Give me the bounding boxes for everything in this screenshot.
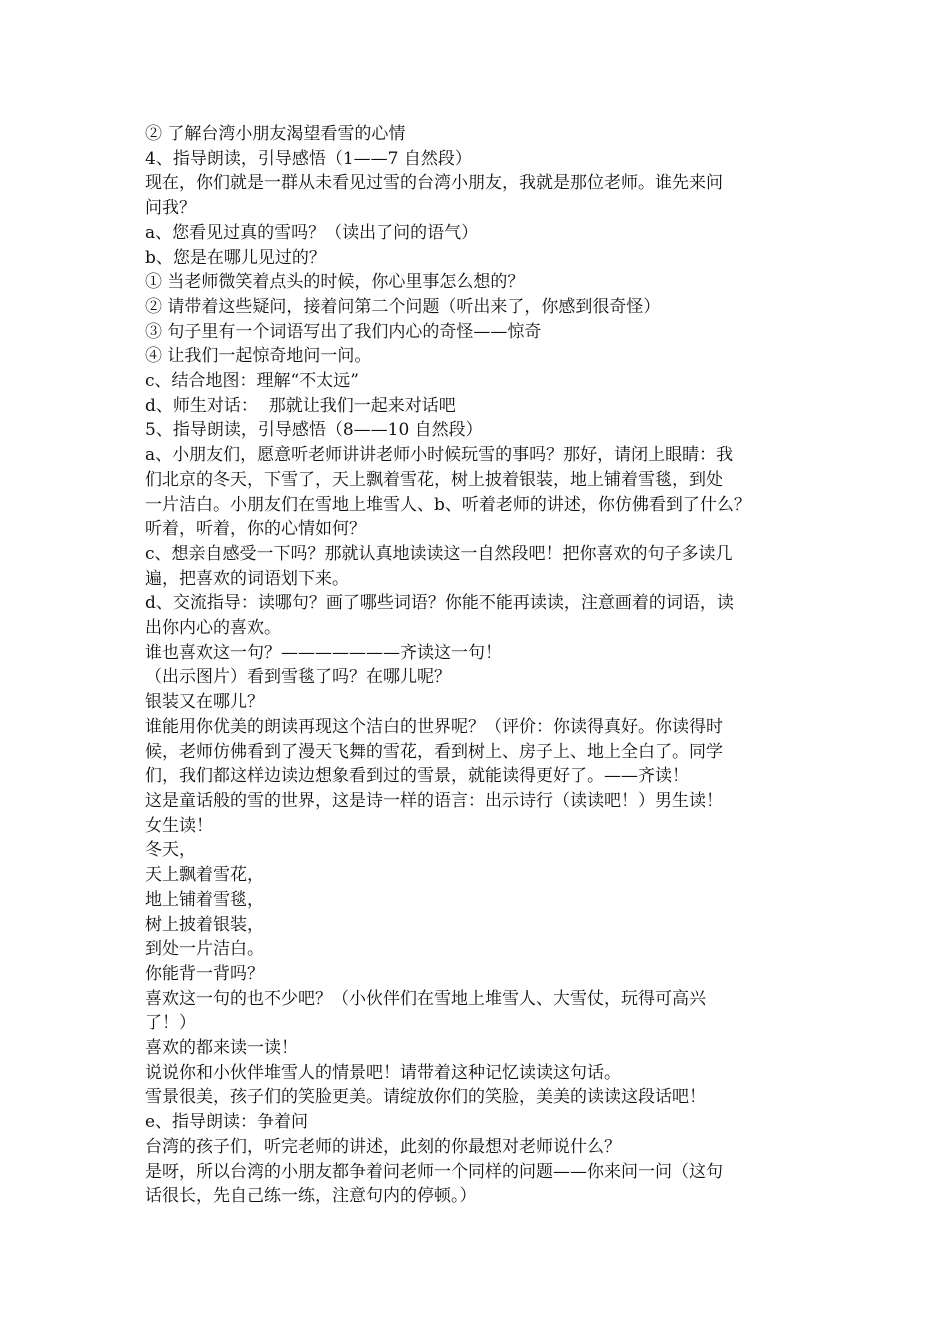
text-line: 地上铺着雪毯， — [145, 889, 264, 910]
text-line: 到处一片洁白。 — [145, 939, 264, 960]
text-line: ② 了解台湾小朋友渴望看雪的心情 — [145, 124, 406, 144]
text-line: 女生读！ — [145, 815, 213, 836]
text-line: 话很长，先自己练一练，注意句内的停顿。） — [145, 1186, 477, 1207]
text-line: 们北京的冬天，下雪了，天上飘着雪花，树上披着银装，地上铺着雪毯，到处 — [145, 469, 723, 490]
text-line: 银装又在哪儿？ — [145, 692, 264, 713]
text-line: a、您看见过真的雪吗？（读出了问的语气） — [145, 222, 479, 243]
text-line: 天上飘着雪花， — [145, 865, 264, 886]
text-line: 你能背一背吗？ — [145, 963, 264, 984]
text-line: 谁也喜欢这一句？———————齐读这一句！ — [145, 642, 502, 663]
text-line: 喜欢的都来读一读！ — [145, 1038, 298, 1059]
text-line: b、您是在哪儿见过的？ — [145, 247, 326, 268]
text-line: 候，老师仿佛看到了漫天飞舞的雪花，看到树上、房子上、地上全白了。同学 — [145, 741, 723, 762]
text-line: 谁能用你优美的朗读再现这个洁白的世界呢？（评价：你读得真好。你读得时 — [145, 716, 723, 737]
document-body — [145, 122, 825, 1209]
text-line: 出你内心的喜欢。 — [145, 618, 281, 639]
text-line: ① 当老师微笑着点头的时候，你心里事怎么想的？ — [145, 272, 525, 293]
text-line: 听着，听着，你的心情如何？ — [145, 519, 366, 540]
text-line: 是呀，所以台湾的小朋友都争着问老师一个同样的问题——你来问一问（这句 — [145, 1161, 723, 1182]
text-line: 说说你和小伙伴堆雪人的情景吧！请带着这种记忆读读这句话。 — [145, 1062, 621, 1083]
text-line: 问我？ — [145, 198, 196, 219]
text-line: ② 请带着这些疑问，接着问第二个问题（听出来了，你感到很奇怪） — [145, 296, 661, 317]
text-line: d、交流指导：读哪句？画了哪些词语？你能不能再读读，注意画着的词语，读 — [145, 593, 734, 614]
text-line: 这是童话般的雪的世界，这是诗一样的语言：出示诗行（读读吧！）男生读！ — [145, 790, 723, 811]
text-line: 冬天， — [145, 840, 196, 861]
text-line: a、小朋友们，愿意听老师讲讲老师小时候玩雪的事吗？那好，请闭上眼睛：我 — [145, 445, 734, 466]
text-line: 台湾的孩子们，听完老师的讲述，此刻的你最想对老师说什么？ — [145, 1136, 621, 1157]
text-line: 树上披着银装， — [145, 914, 264, 935]
text-line: ③ 句子里有一个词语写出了我们内心的奇怪——惊奇 — [145, 321, 542, 342]
text-line: c、结合地图：理解“不太远” — [145, 371, 359, 392]
text-line: 5、指导朗读，引导感悟（8——10 自然段） — [145, 420, 483, 441]
text-line: e、指导朗读：争着问 — [145, 1112, 309, 1133]
text-line: c、想亲自感受一下吗？那就认真地读读这一自然段吧！把你喜欢的句子多读几 — [145, 543, 733, 564]
text-line: 遍，把喜欢的词语划下来。 — [145, 568, 349, 589]
text-line: 4、指导朗读，引导感悟（1——7 自然段） — [145, 148, 472, 169]
text-line: 一片洁白。小朋友们在雪地上堆雪人、b、听着老师的讲述，你仿佛看到了什么？ — [145, 494, 751, 515]
text-line: 雪景很美，孩子们的笑脸更美。请绽放你们的笑脸，美美的读读这段话吧！ — [145, 1087, 706, 1108]
text-line: 喜欢这一句的也不少吧？（小伙伴们在雪地上堆雪人、大雪仗，玩得可高兴 — [145, 988, 706, 1009]
text-line: 了！） — [145, 1013, 196, 1034]
text-line: 们，我们都这样边读边想象看到过的雪景，就能读得更好了。——齐读！ — [145, 766, 689, 787]
text-line: ④ 让我们一起惊奇地问一问。 — [145, 346, 372, 367]
text-line: （出示图片）看到雪毯了吗？在哪儿呢？ — [145, 667, 451, 688]
text-line: 现在，你们就是一群从未看见过雪的台湾小朋友，我就是那位老师。谁先来问 — [145, 173, 723, 194]
text-line: d、师生对话： 那就让我们一起来对话吧 — [145, 395, 456, 416]
